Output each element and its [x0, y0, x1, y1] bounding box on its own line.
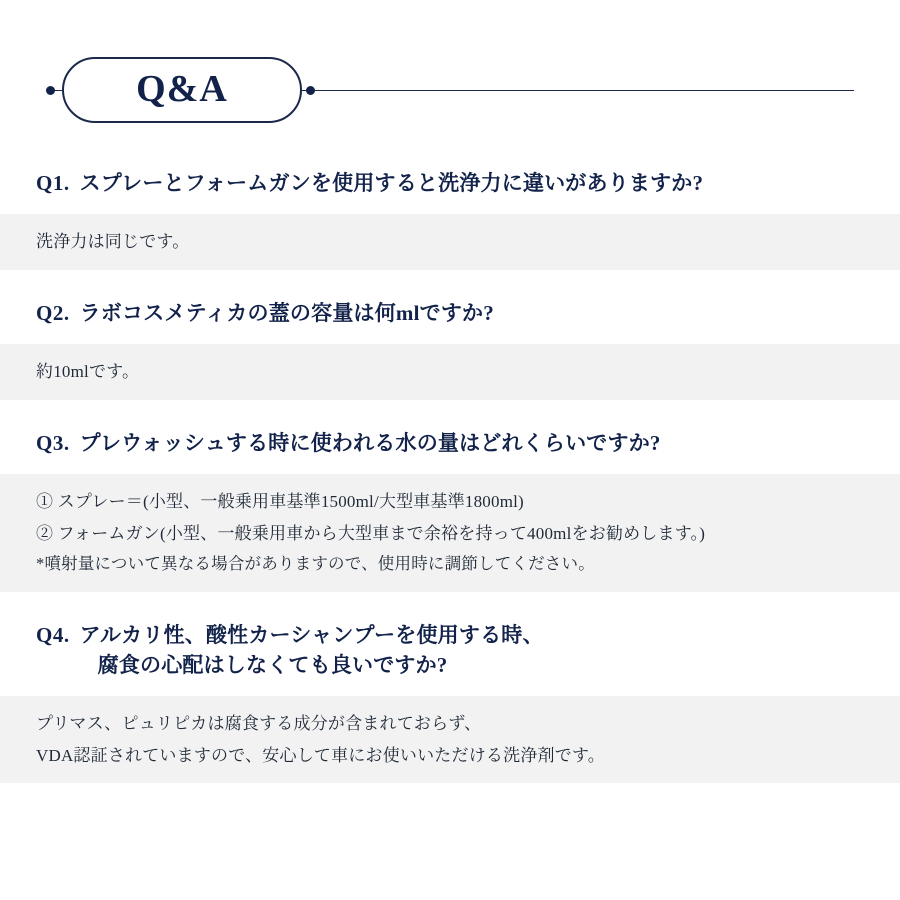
question-number-3: Q3.: [36, 430, 70, 455]
page-title: Q&A: [136, 68, 228, 111]
question-text-1: スプレーとフォームガンを使用すると洗浄力に違いがありますか?: [79, 171, 704, 195]
question-1: [0, 168, 900, 198]
answer-1: [0, 214, 900, 269]
header-dot-left-icon: [46, 86, 55, 95]
page-header: [0, 0, 900, 130]
qa-badge: [62, 57, 302, 123]
qa-item-1: [0, 168, 900, 270]
qa-item-3: [0, 428, 900, 592]
answer-line: 洗浄力は同じです。: [36, 232, 190, 252]
answer-3: [0, 474, 900, 591]
question-2: [0, 298, 900, 328]
answer-2: [0, 344, 900, 399]
question-number-4: Q4.: [36, 622, 70, 647]
answer-line: ① スプレー＝(小型、一般乗用車基準1500ml/大型車基準1800ml): [36, 492, 524, 512]
question-text-4-line-2: 腐食の心配はしなくても良いですか?: [97, 653, 448, 678]
header-dot-right-icon: [306, 86, 315, 95]
answer-line: VDA認証されていますので、安心して車にお使いいただける洗浄剤です。: [36, 745, 605, 765]
question-text-4-line-1: アルカリ性、酸性カーシャンプーを使用する時、: [79, 622, 544, 647]
question-text-4: [80, 620, 544, 681]
answer-line: プリマス、ピュリピカは腐食する成分が含まれておらず、: [36, 714, 482, 734]
answer-4: [0, 696, 900, 783]
qa-item-4: [0, 620, 900, 784]
question-3: [0, 428, 900, 458]
answer-line: 約10mlです。: [36, 362, 140, 382]
question-number-1: Q1.: [36, 171, 70, 195]
qa-item-2: [0, 298, 900, 400]
question-text-2: ラボコスメティカの蓋の容量は何mlですか?: [79, 300, 494, 325]
question-4: [0, 620, 900, 681]
question-text-3: プレウォッシュする時に使われる水の量はどれくらいですか?: [79, 430, 661, 455]
answer-note: *噴射量について異なる場合がありますので、使用時に調節してください。: [36, 554, 595, 574]
qa-list: [0, 130, 900, 783]
answer-line: ② フォームガン(小型、一般乗用車から大型車まで余裕を持って400mlをお勧めします。): [36, 523, 706, 543]
question-number-2: Q2.: [36, 300, 70, 325]
